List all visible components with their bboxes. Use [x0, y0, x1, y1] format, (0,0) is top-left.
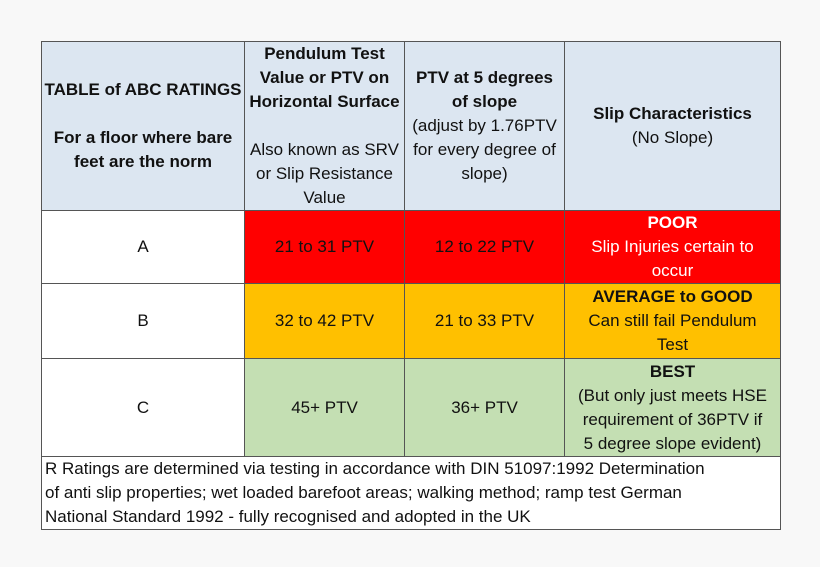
rating-cell: A — [42, 211, 245, 284]
ptv-horizontal-cell: 21 to 31 PTV — [245, 211, 405, 284]
footnote-cell — [42, 457, 781, 530]
pendulum-heading-line1: Pendulum Test — [264, 44, 385, 63]
slip-rating-title: POOR — [647, 213, 698, 232]
table-row — [42, 359, 781, 457]
slip-characteristics-note: (No Slope) — [631, 128, 714, 147]
header-cell-slope — [405, 42, 565, 211]
slip-description-line1: (But only just meets HSE — [578, 385, 767, 405]
pendulum-note-line2: or Slip Resistance — [255, 164, 393, 183]
slope-note-line1: (adjust by 1.76PTV — [412, 116, 557, 135]
slip-description-line1: Can still fail Pendulum — [588, 311, 757, 330]
slip-description-line2: requirement of 36PTV if — [582, 409, 763, 429]
table-subtitle-line2: feet are the norm — [74, 152, 212, 171]
slope-note-line3: slope) — [461, 164, 508, 183]
slip-description-line2: occur — [651, 261, 694, 280]
footnote-row — [42, 457, 781, 530]
footnote-line2: of anti slip properties; wet loaded barefoot areas; walking method; ramp test German — [45, 483, 682, 502]
header-cell-slip-characteristics — [565, 42, 781, 211]
ptv-slope-cell: 21 to 33 PTV — [405, 284, 565, 359]
ptv-horizontal-cell: 45+ PTV — [245, 359, 405, 457]
header-cell-table-title — [42, 42, 245, 211]
slip-characteristics-heading: Slip Characteristics — [593, 104, 752, 123]
table-row — [42, 211, 781, 284]
header-row — [42, 42, 781, 211]
slope-heading-line1: PTV at 5 degrees — [415, 68, 553, 87]
ptv-horizontal-cell: 32 to 42 PTV — [245, 284, 405, 359]
slip-characteristics-cell — [565, 359, 781, 457]
slip-rating-title: BEST — [649, 361, 696, 381]
footnote-line1: R Ratings are determined via testing in accordance with DIN 51097:1992 Determination — [45, 459, 705, 478]
pendulum-heading-line2: Value or PTV on — [259, 68, 390, 87]
slip-rating-title: AVERAGE to GOOD — [592, 287, 753, 306]
footnote-line3: National Standard 1992 - fully recognised and adopted in the UK — [45, 507, 531, 526]
pendulum-note-line1: Also known as SRV — [250, 140, 399, 159]
rating-cell: C — [42, 359, 245, 457]
rating-cell: B — [42, 284, 245, 359]
slip-characteristics-cell — [565, 211, 781, 284]
slope-heading-line2: of slope — [451, 92, 518, 111]
slope-note-line2: for every degree of — [413, 140, 556, 159]
pendulum-heading-line3: Horizontal Surface — [249, 92, 400, 111]
spacer — [44, 102, 242, 126]
table-row — [42, 284, 781, 359]
ptv-slope-cell: 12 to 22 PTV — [405, 211, 565, 284]
spacer — [247, 114, 402, 138]
table-title: TABLE of ABC RATINGS — [44, 80, 242, 99]
slip-characteristics-cell — [565, 284, 781, 359]
header-cell-pendulum — [245, 42, 405, 211]
table-subtitle-line1: For a floor where bare — [53, 128, 233, 147]
abc-ratings-table — [41, 41, 781, 530]
slip-description-line2: Test — [656, 335, 689, 354]
pendulum-note-line3: Value — [303, 188, 346, 207]
slip-description-line3: 5 degree slope evident) — [583, 433, 762, 453]
slip-description-line1: Slip Injuries certain to — [591, 237, 754, 256]
ptv-slope-cell: 36+ PTV — [405, 359, 565, 457]
abc-ratings-sheet — [41, 41, 779, 525]
